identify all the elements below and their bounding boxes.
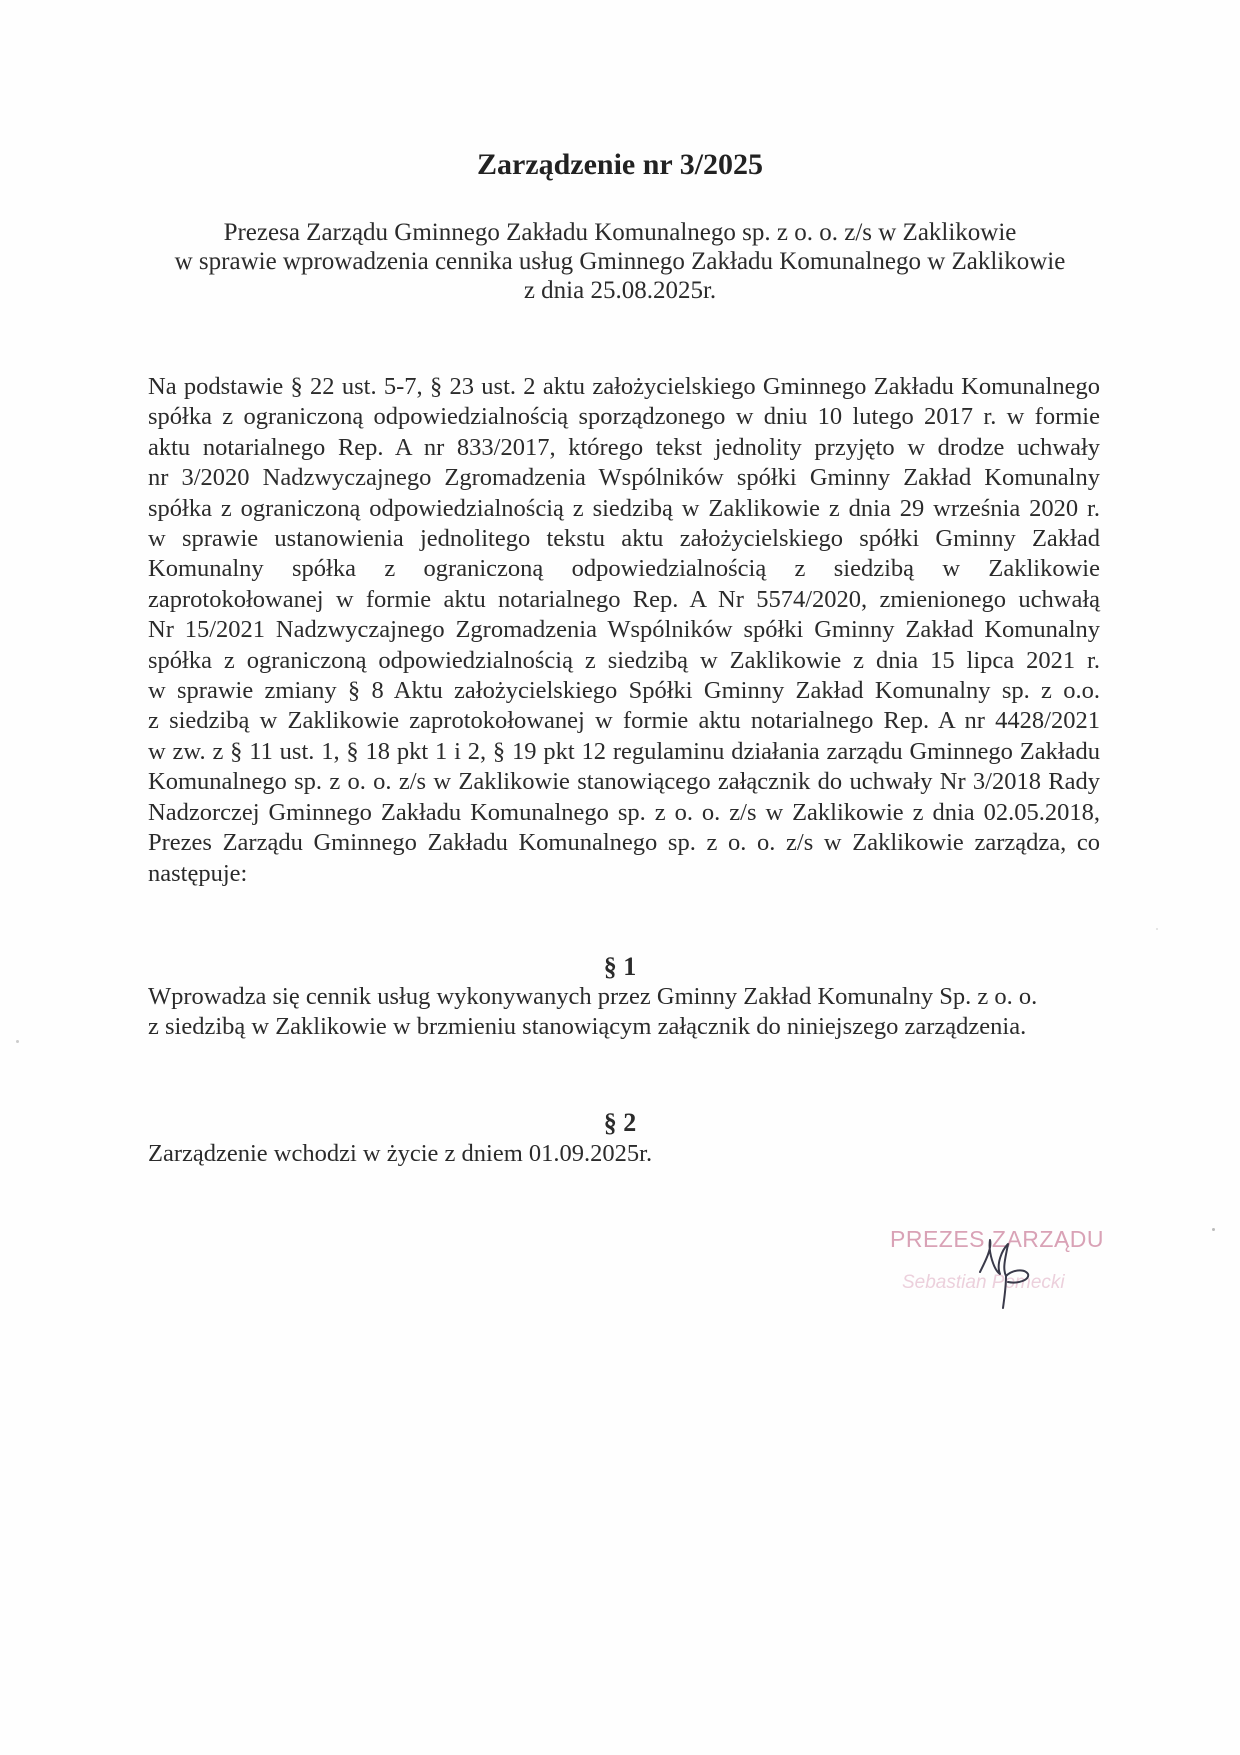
basis-line: Nadzorczej Gminnego Zakładu Komunalnego sp. z o. o. z/s w Zaklikowie z dnia 02.05.2018, <box>148 798 1100 826</box>
president-stamp <box>880 1222 1130 1312</box>
stamp-name: Sebastian Pomecki <box>902 1272 1065 1293</box>
basis-line: Nr 15/2021 Nadzwyczajnego Zgromadzenia Wspólników spółki Gminny Zakład Komunalny <box>148 616 1100 644</box>
basis-line: w sprawie zmiany § 8 Aktu założycielskiego Spółki Gminny Zakład Komunalny sp. z o.o. <box>148 677 1100 705</box>
handwritten-signature <box>972 1230 1042 1310</box>
basis-line: z siedzibą w Zaklikowie zaprotokołowanej w formie aktu notarialnego Rep. A nr 4428/2021 <box>148 707 1100 735</box>
section-mark-1: § 1 <box>603 952 637 981</box>
basis-line: Na podstawie § 22 ust. 5-7, § 23 ust. 2 aktu założycielskiego Gminnego Zakładu Komunalnego <box>148 373 1100 400</box>
basis-line: w zw. z § 11 ust. 1, § 18 pkt 1 i 2, § 19 pkt 12 regulaminu działania zarządu Gminnego Zakładu <box>148 737 1100 765</box>
header-line-date: z dnia 25.08.2025r. <box>523 277 717 304</box>
scan-speck <box>16 1040 19 1043</box>
basis-line: nr 3/2020 Nadzwyczajnego Zgromadzenia Wspólników spółki Gminny Zakład Komunalny <box>148 464 1100 492</box>
basis-line: w sprawie ustanowienia jednolitego tekstu aktu założycielskiego spółki Gminny Zakład <box>148 525 1100 553</box>
document-header <box>150 218 1090 305</box>
document-title: Zarządzenie nr 3/2025 <box>476 148 764 181</box>
basis-line: Komunalnego sp. z o. o. z/s w Zaklikowie stanowiącego załącznik do uchwały Nr 3/2018 Rady <box>148 768 1100 796</box>
scan-speck <box>1156 928 1158 930</box>
stamp-title: PREZES ZARZĄDU <box>890 1226 1105 1252</box>
section-1-text <box>148 982 1100 1042</box>
section-line: Zarządzenie wchodzi w życie z dniem 01.09.2025r. <box>148 1140 653 1167</box>
header-line-issuer: Prezesa Zarządu Gminnego Zakładu Komunalnego sp. z o. o. z/s w Zaklikowie <box>223 219 1017 246</box>
basis-line: spółka z ograniczoną odpowiedzialnością z siedzibą w Zaklikowie z dnia 15 lipca 2021 r. <box>148 646 1100 674</box>
basis-line: zaprotokołowanej w formie aktu notarialnego Rep. A Nr 5574/2020, zmienionego uchwałą <box>148 585 1100 613</box>
legal-basis-paragraph <box>148 372 1100 889</box>
header-line-subject: w sprawie wprowadzenia cennika usług Gminnego Zakładu Komunalnego w Zaklikowie <box>174 248 1066 275</box>
section-2-text <box>148 1139 1100 1169</box>
basis-line: Prezes Zarządu Gminnego Zakładu Komunalnego sp. z o. o. z/s w Zaklikowie zarządza, co <box>148 829 1100 857</box>
section-line: Wprowadza się cennik usług wykonywanych przez Gminny Zakład Komunalny Sp. z o. o. <box>148 983 1038 1010</box>
scan-speck <box>1212 1228 1215 1231</box>
section-mark-2: § 2 <box>603 1108 637 1137</box>
basis-line: spółka z ograniczoną odpowiedzialnością z siedzibą w Zaklikowie z dnia 29 września 2020 r. <box>148 494 1100 522</box>
basis-line: aktu notarialnego Rep. A nr 833/2017, którego tekst jednolity przyjęto w drodze uchwały <box>148 433 1100 461</box>
basis-line: następuje: <box>148 859 248 887</box>
basis-line: Komunalny spółka z ograniczoną odpowiedzialnością z siedzibą w Zaklikowie <box>148 555 1100 583</box>
section-line: z siedzibą w Zaklikowie w brzmieniu stanowiącym załącznik do niniejszego zarządzenia. <box>148 1013 1027 1040</box>
basis-line: spółka z ograniczoną odpowiedzialnością sporządzonego w dniu 10 lutego 2017 r. w formie <box>148 403 1100 431</box>
